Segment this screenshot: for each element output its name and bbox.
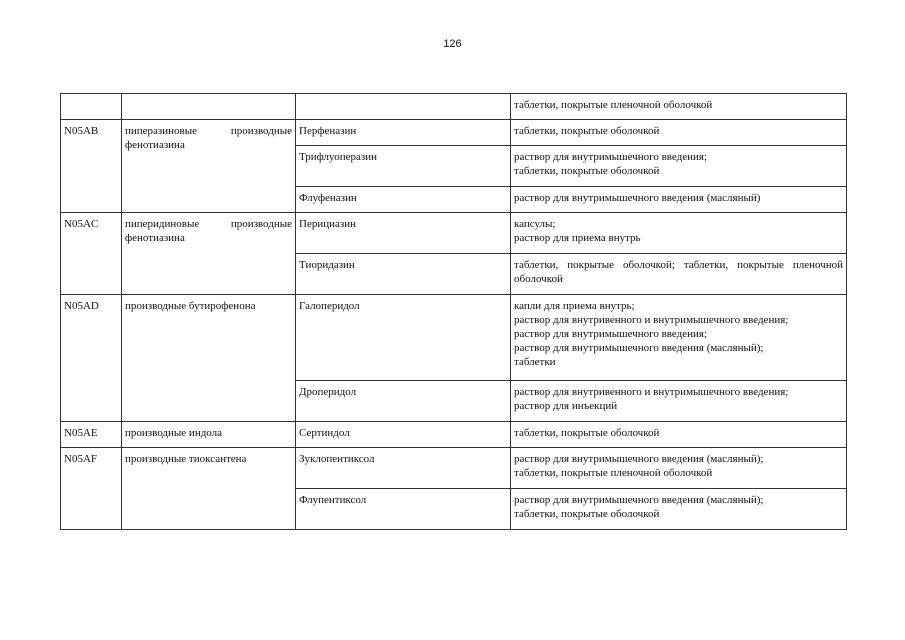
drug-name-cell: Флуфеназин <box>296 187 511 213</box>
table-row <box>61 422 847 448</box>
dosage-form-cell <box>511 187 847 213</box>
dosage-form-line: таблетки, покрытые оболочкой <box>514 125 660 137</box>
dosage-form-line: капли для приема внутрь; <box>514 300 635 312</box>
drug-name-cell: Зуклопентиксол <box>296 448 511 489</box>
drug-name-cell: Перициазин <box>296 213 511 254</box>
table-row <box>61 213 847 254</box>
dosage-form-line: таблетки <box>514 356 556 368</box>
atc-code-cell: N05AC <box>61 213 122 295</box>
drug-name-cell: Дроперидол <box>296 381 511 422</box>
drug-name-cell: Перфеназин <box>296 120 511 146</box>
dosage-form-line: таблетки, покрытые оболочкой <box>514 427 660 439</box>
dosage-form-line: раствор для внутривенного и внутримышечного введения; <box>514 386 789 398</box>
table-row <box>61 120 847 146</box>
dosage-form-line: капсулы; <box>514 218 556 230</box>
drug-name-cell: Тиоридазин <box>296 254 511 295</box>
dosage-form-line: раствор для внутривенного и внутримышечного введения; <box>514 314 789 326</box>
dosage-form-cell <box>511 295 847 381</box>
group-cell: производные тиоксантена <box>122 448 296 530</box>
dosage-form-cell <box>511 120 847 146</box>
dosage-form-line: раствор для инъекций <box>514 400 618 412</box>
drug-name-cell: Трифлуоперазин <box>296 146 511 187</box>
table-row <box>61 94 847 120</box>
dosage-form-cell <box>511 213 847 254</box>
drug-name-cell <box>296 94 511 120</box>
atc-code-cell <box>61 94 122 120</box>
dosage-form-line: раствор для приема внутрь <box>514 232 641 244</box>
drug-name-cell: Флупентиксол <box>296 489 511 530</box>
group-cell: производные бутирофенона <box>122 295 296 422</box>
dosage-form-line: раствор для внутримышечного введения; <box>514 328 708 340</box>
atc-code-cell: N05AB <box>61 120 122 213</box>
drug-name-cell: Галоперидол <box>296 295 511 381</box>
dosage-form-line: раствор для внутримышечного введения (масляный); <box>514 342 764 354</box>
dosage-form-line: таблетки, покрытые пленочной оболочкой <box>514 467 713 479</box>
dosage-form-line: таблетки, покрытые оболочкой <box>514 508 660 520</box>
drug-table <box>60 93 847 530</box>
dosage-form-cell <box>511 422 847 448</box>
group-cell: пиперидиновые производные фенотиазина <box>122 213 296 295</box>
dosage-form-cell <box>511 254 847 295</box>
dosage-form-cell <box>511 94 847 120</box>
dosage-form-line: раствор для внутримышечного введения (масляный) <box>514 192 761 204</box>
dosage-form-line: раствор для внутримышечного введения (масляный); <box>514 453 764 465</box>
dosage-form-line: таблетки, покрытые оболочкой <box>514 165 660 177</box>
page-number: 126 <box>443 38 462 50</box>
group-cell <box>122 94 296 120</box>
atc-code-cell: N05AD <box>61 295 122 422</box>
table-row <box>61 295 847 381</box>
table-row <box>61 448 847 489</box>
dosage-form-cell <box>511 489 847 530</box>
atc-code-cell: N05AE <box>61 422 122 448</box>
dosage-form-line: раствор для внутримышечного введения; <box>514 151 708 163</box>
group-cell: производные индола <box>122 422 296 448</box>
dosage-form-line: таблетки, покрытые оболочкой; таблетки, покрытые пленочной оболочкой <box>514 259 843 285</box>
dosage-form-cell <box>511 448 847 489</box>
group-cell: пиперазиновые производные фенотиазина <box>122 120 296 213</box>
atc-code-cell: N05AF <box>61 448 122 530</box>
dosage-form-line: таблетки, покрытые пленочной оболочкой <box>514 99 713 111</box>
dosage-form-line: раствор для внутримышечного введения (масляный); <box>514 494 764 506</box>
drug-name-cell: Сертиндол <box>296 422 511 448</box>
dosage-form-cell <box>511 381 847 422</box>
dosage-form-cell <box>511 146 847 187</box>
